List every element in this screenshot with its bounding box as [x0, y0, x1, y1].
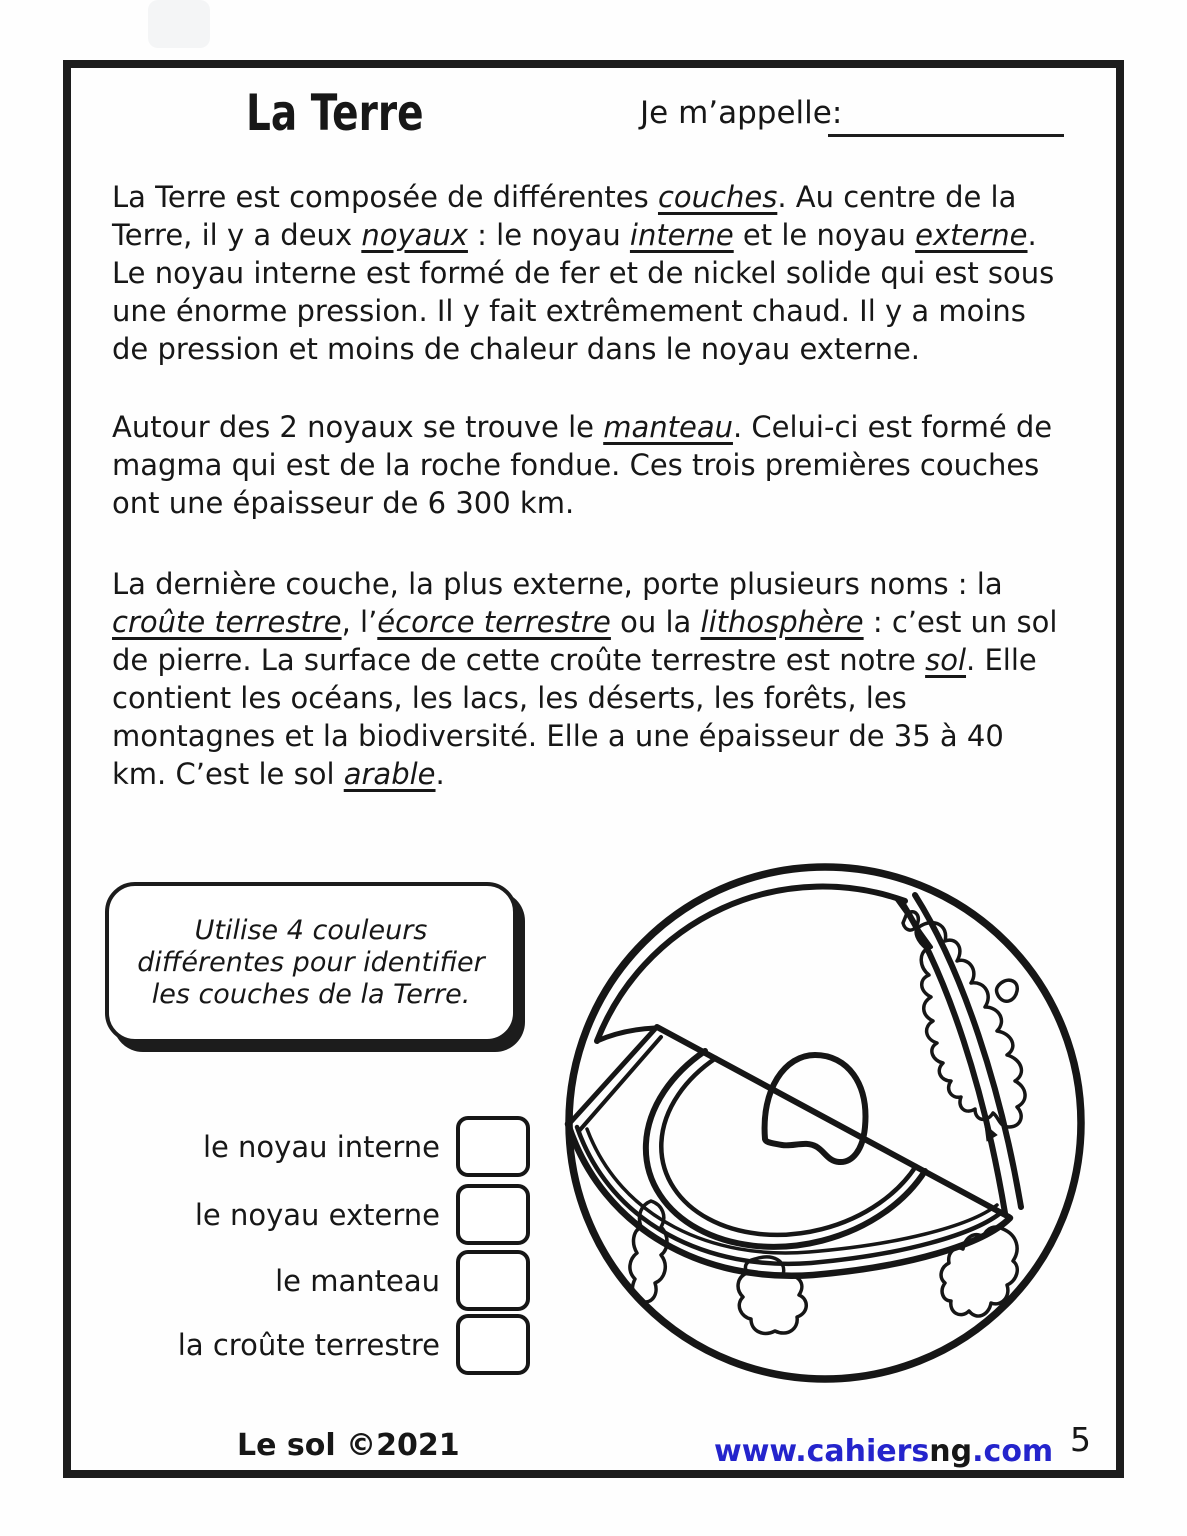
color-box-manteau[interactable]: [456, 1250, 530, 1311]
earth-cutaway-illustration: [555, 835, 1135, 1415]
scan-artifact: [148, 0, 210, 48]
instruction-line: les couches de la Terre.: [151, 978, 471, 1010]
color-key-row: [100, 1184, 530, 1245]
color-key-label-noyau-externe: le noyau externe: [194, 1197, 440, 1232]
name-label: Je m’appelle:: [640, 95, 843, 131]
color-key-label-noyau-interne: le noyau interne: [202, 1129, 440, 1164]
color-key-row: [100, 1314, 530, 1375]
color-box-noyau-interne[interactable]: [456, 1116, 530, 1177]
instruction-line: différentes pour identifier: [137, 946, 485, 978]
page-number: 5: [1070, 1420, 1091, 1459]
color-key-row: [100, 1116, 530, 1177]
paragraph-crust: La dernière couche, la plus externe, porte plusieurs noms : la croûte terrestre, l’écorce terrestre ou la lithosphère : c’est un sol de pierre. La surface de cette croûte terrestre est notre sol. Elle contient les océans, les lacs, les déserts, les forêts, les montagnes et la biodiversité. Elle a une épaisseur de 35 à 40 km. C’est le sol arable.: [112, 567, 1058, 791]
instruction-bubble: [105, 882, 517, 1043]
instruction-line: Utilise 4 couleurs: [194, 914, 428, 946]
footer-website-link[interactable]: www.cahiersng.com: [714, 1434, 1054, 1469]
color-box-noyau-externe[interactable]: [456, 1184, 530, 1245]
name-input-line[interactable]: [828, 100, 1064, 137]
paragraph-core-layers: La Terre est composée de différentes couches. Au centre de la Terre, il y a deux noyaux : le noyau interne et le noyau externe. Le noyau interne est formé de fer et de nickel solide qui est sous une énorme pression. Il y fait extrêmement chaud. Il y a moins de pression et moins de chaleur dans le noyau externe.: [112, 180, 1055, 366]
footer-credit: Le sol ©2021: [237, 1428, 460, 1463]
page-title: La Terre: [246, 84, 424, 142]
color-key-row: [100, 1250, 530, 1311]
color-key-label-croute-terrestre: la croûte terrestre: [177, 1327, 440, 1362]
paragraph-mantle: Autour des 2 noyaux se trouve le manteau. Celui-ci est formé de magma qui est de la roche fondue. Ces trois premières couches ont une épaisseur de 6 300 km.: [112, 410, 1053, 520]
color-box-croute-terrestre[interactable]: [456, 1314, 530, 1375]
color-key-label-manteau: le manteau: [275, 1263, 440, 1298]
